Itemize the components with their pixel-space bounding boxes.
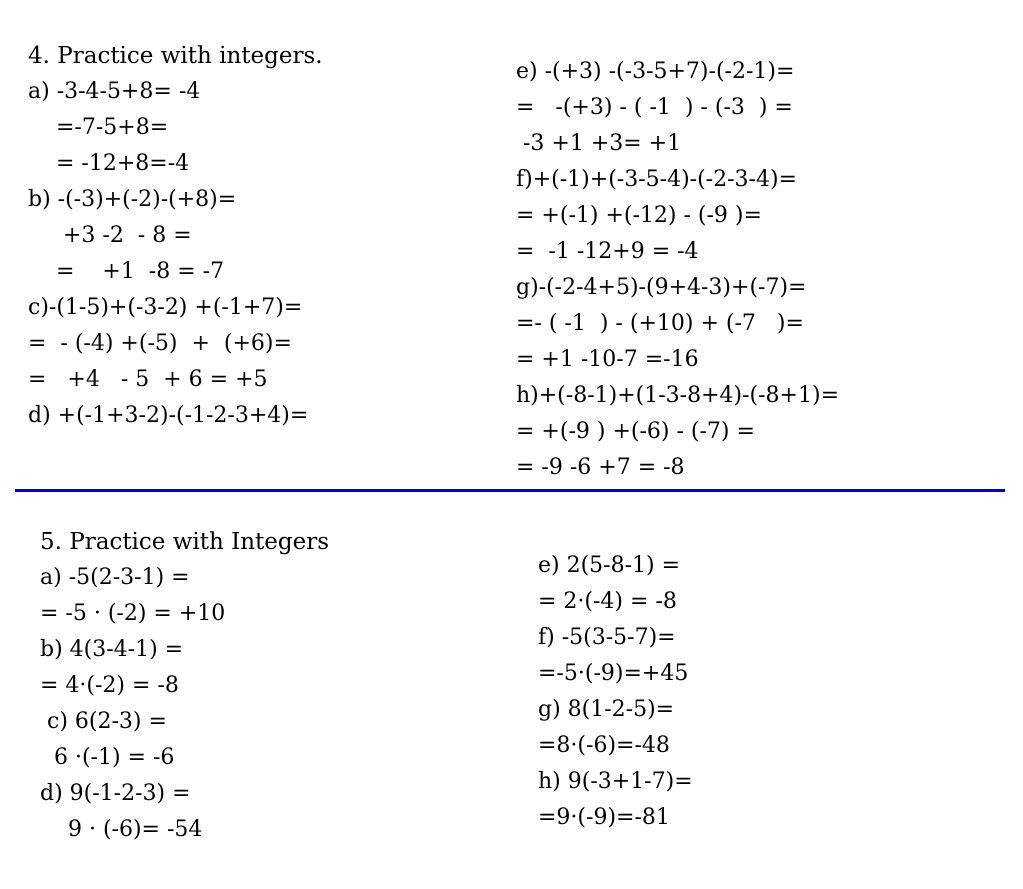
problem-line: = +4 - 5 + 6 = +5 <box>28 367 268 392</box>
problem-line: -3 +1 +3= +1 <box>516 131 682 156</box>
problem-line: 6 ·(-1) = -6 <box>40 745 175 770</box>
problem-line: f)+(-1)+(-3-5-4)-(-2-3-4)= <box>516 167 797 192</box>
problem-line: d) 9(-1-2-3) = <box>40 781 191 806</box>
problem-line: h) 9(-3+1-7)= <box>538 769 693 794</box>
problem-line: g) 8(1-2-5)= <box>538 697 675 722</box>
problem-line: =- ( -1 ) - (+10) + (-7 )= <box>516 311 804 336</box>
problem-line: h)+(-8-1)+(1-3-8+4)-(-8+1)= <box>516 383 839 408</box>
problem-line: =8·(-6)=-48 <box>538 733 670 758</box>
section-5-title: 5. Practice with Integers <box>40 529 330 555</box>
section-4-left-column <box>28 38 323 434</box>
problem-line: +3 -2 - 8 = <box>28 223 192 248</box>
problem-line: c) 6(2-3) = <box>40 709 167 734</box>
problem-line: = -1 -12+9 = -4 <box>516 239 699 264</box>
section-5-right-column <box>538 548 693 836</box>
problem-line: e) -(+3) -(-3-5+7)-(-2-1)= <box>516 59 795 84</box>
problem-line: = -9 -6 +7 = -8 <box>516 455 685 480</box>
problem-line: =9·(-9)=-81 <box>538 805 670 830</box>
problem-line: = 4·(-2) = -8 <box>40 673 179 698</box>
problem-line: = +1 -10-7 =-16 <box>516 347 699 372</box>
problem-line: d) +(-1+3-2)-(-1-2-3+4)= <box>28 403 309 428</box>
section-divider <box>15 489 1005 492</box>
problem-line: = +(-1) +(-12) - (-9 )= <box>516 203 762 228</box>
problem-line: =-7-5+8= <box>28 115 169 140</box>
section-5-left-column <box>40 524 329 848</box>
section-4-title: 4. Practice with integers. <box>28 43 323 69</box>
problem-line: = 2·(-4) = -8 <box>538 589 677 614</box>
problem-line: 9 · (-6)= -54 <box>40 817 203 842</box>
problem-line: =-5·(-9)=+45 <box>538 661 689 686</box>
problem-line: a) -3-4-5+8= -4 <box>28 79 201 104</box>
problem-line: = - (-4) +(-5) + (+6)= <box>28 331 292 356</box>
problem-line: = +(-9 ) +(-6) - (-7) = <box>516 419 755 444</box>
problem-line: g)-(-2-4+5)-(9+4-3)+(-7)= <box>516 275 807 300</box>
problem-line: c)-(1-5)+(-3-2) +(-1+7)= <box>28 295 303 320</box>
problem-line: = +1 -8 = -7 <box>28 259 225 284</box>
problem-line: f) -5(3-5-7)= <box>538 625 676 650</box>
problem-line: = -12+8=-4 <box>28 151 190 176</box>
problem-line: = -5 · (-2) = +10 <box>40 601 226 626</box>
problem-line: b) 4(3-4-1) = <box>40 637 184 662</box>
section-4-right-column <box>516 54 839 486</box>
problem-line: = -(+3) - ( -1 ) - (-3 ) = <box>516 95 793 120</box>
problem-line: e) 2(5-8-1) = <box>538 553 681 578</box>
problem-line: a) -5(2-3-1) = <box>40 565 190 590</box>
problem-line: b) -(-3)+(-2)-(+8)= <box>28 187 237 212</box>
